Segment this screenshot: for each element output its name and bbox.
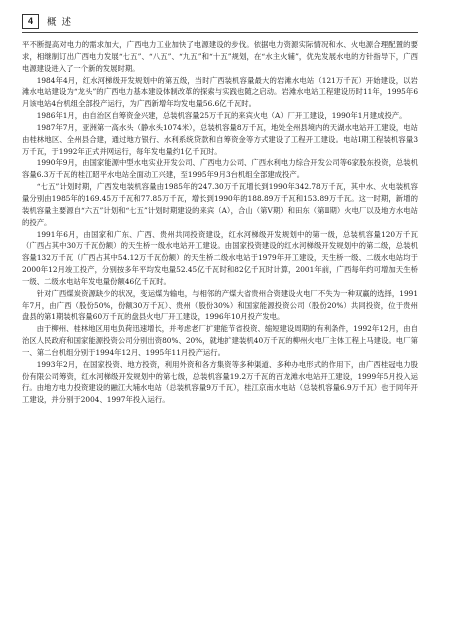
paragraph: 针对广西煤炭资源缺少的状况，变运煤为输电，与相邻的产煤大省贵州合资建设火电厂不失为一种双赢的选择，1991年7月，由广西（股份50%，份额30万千瓦）、贵州（股份30%）和国家能源投资公司（股份20%）共同投资，位于贵州盘县的第1期装机容量60万千瓦的盘县火电厂开工建设，1996年10月投产发电。 xyxy=(22,288,418,322)
body-text xyxy=(22,39,418,406)
paragraph: “七五”计划时期，广西发电装机容量由1985年的247.30万千瓦增长到1990年342.78万千瓦，其中水、火电装机容量分别由1985年的169.45万千瓦和77.85万千瓦，增长到1990年的188.89万千瓦和153.89万千瓦。这一时期，新增的装机容量主要源自“六五”计划和“七五”计划时期建设的来宾（A），合山（第Ⅴ期）和田东（第Ⅱ期）火电厂以及地方水电站的投产。 xyxy=(22,182,418,227)
paragraph: 1990年9月，由国家能源中型水电实业开发公司、广西电力公司、广西水利电力综合开发公司等6家股东投资，总装机容量6.3万千瓦的桂江昭平水电站全面动工兴建，至1995年9月3台机组全部建成投产。 xyxy=(22,158,418,180)
paragraph: 1987年7月，亚洲第一高水头（静水头1074米），总装机容量8万千瓦，地处全州县境内的天湖水电站开工建设，电站由桂林地区、全州县合建，通过地方银行、水利系统贷款和自筹资金等方式建设了工程开工建设。电站Ⅰ期工程装机容量3万千瓦，于1992年正式并网运行，每年发电量约1亿千瓦时。 xyxy=(22,122,418,156)
paragraph: 1984年4月，红水河梯级开发规划中的第五级，当时广西装机容量最大的岩滩水电站（121万千瓦）开始建设，以岩滩水电站建设为“龙头”的广西电力基本建设体制改革的探索与实践也随之启动。岩滩水电站工程建设历时11年，1995年6月该电站4台机组全部投产运行，为广西新增年均发电量56.6亿千瓦时。 xyxy=(22,75,418,109)
running-header xyxy=(22,14,76,28)
paragraph: 1986年1月，由自治区自筹资金兴建，总装机容量25万千瓦的来宾火电（A）厂开工建设，1990年1月建成投产。 xyxy=(36,111,407,121)
running-title: 概述 xyxy=(47,17,77,28)
paragraph: 平不断提高对电力的需求加大，广西电力工业加快了电源建设的步伐。依据电力资源实际情况和水、火电源合理配置的要求，相继制订出广西电力发展“七五”、“八五”、“九五”和“十五”规划，在“水主火辅”，优先发展水电的方针指导下，广西电源建设进入了一个新的发展时期。 xyxy=(22,40,418,73)
paragraph: 1993年2月，在国家投资、地方投资，利用外资和各方集资等多种渠道、多种办电形式的作用下，由广西桂冠电力股份有限公司筹资，红水河梯级开发规划中的第七级，总装机容量19.2万千瓦的百龙滩水电站开工建设，1999年5月投入运行。由地方电力投资建设的融江大埔水电站（总装机容量9万千瓦），桂江京南水电站（总装机容量6.9万千瓦）也于同年开工建设，并分别于2004、1997年投入运行。 xyxy=(22,359,418,405)
paragraph: 1991年6月，由国家和广东、广西、贵州共同投资建设，红水河梯级开发规划中的第一级，总装机容量120万千瓦（广西占其中30万千瓦份额）的天生桥一级水电站开工建设。由国家投资建设的红水河梯级开发规划中的第二级，总装机容量132万千瓦（广西占其中54.12万千瓦份额）的天生桥二级水电站于1979年开工建设，天生桥一级、二级水电站均于2000年12月竣工投产，分别按多年平均发电量52.45亿千瓦时和82亿千瓦时计算，2001年前，广西每年约可增加天生桥一级、二级水电站年发电量份额46亿千瓦时。 xyxy=(22,229,418,286)
header-rule xyxy=(22,32,418,33)
page-number: 4 xyxy=(22,14,39,29)
paragraph: 由于柳州、桂林地区用电负荷迅速增长，并考虑老厂扩建能节省投资、缩短建设周期的有利条件，1992年12月，由自治区人民政府和国家能源投资公司分别出资80%、20%，就地扩建装机40万千瓦的柳州火电厂主体工程上马建设。电厂第一、第二台机组分别于1994年12月、1995年11月投产运行。 xyxy=(22,324,418,357)
